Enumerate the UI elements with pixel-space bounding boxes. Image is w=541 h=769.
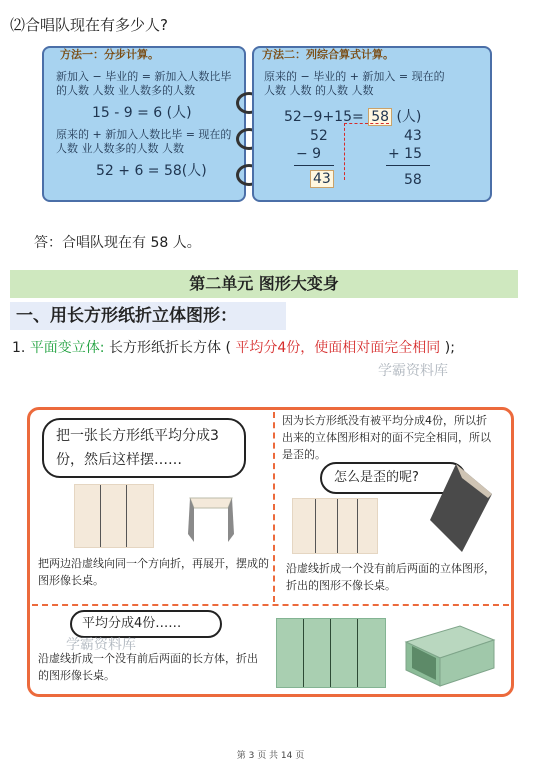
folding-panel (27, 407, 514, 697)
paper-unequal (292, 498, 378, 554)
add-bottom: + 15 (388, 146, 422, 162)
fold-line (100, 485, 101, 547)
fold-line (357, 499, 358, 553)
question-title: ⑵合唱队现在有多少人? (10, 16, 168, 34)
method2-page (252, 46, 492, 202)
table-shape-icon (180, 480, 242, 550)
sub-result: 43 (310, 170, 334, 188)
add-line (386, 165, 430, 166)
fold-line (330, 619, 331, 687)
add-top: 43 (404, 128, 422, 144)
point-number: 1. (12, 340, 26, 356)
knowledge-point (12, 337, 532, 359)
green-paper-4-parts (276, 618, 386, 688)
explanation: 因为长方形纸没有被平均分成4份，所以折出来的立体图形相对的面不完全相同，所以是歪的。 (282, 414, 491, 461)
carry-arrow (344, 123, 389, 180)
method2-line1b: 人数 人数 的人数 人数 (264, 84, 374, 97)
point-tail: ); (444, 340, 455, 356)
answer-text: 答：合唱队现在有 58 人。 (34, 235, 201, 251)
cuboid-tube-icon (400, 618, 500, 690)
point-highlight: 平均分4份，使面相对面完全相同 (235, 340, 441, 356)
point-paren-open: ( (225, 340, 231, 356)
equation-left: 52−9+15= (284, 109, 364, 125)
point-text: 长方形纸折长方体 (108, 340, 221, 356)
thought-bubble-2: 怎么是歪的呢? (320, 462, 466, 494)
paper-3-parts (74, 484, 154, 548)
watermark: 学霸资料库 (378, 363, 448, 379)
add-result: 58 (404, 172, 422, 188)
fold-line (126, 485, 127, 547)
panel-divider-horizontal (32, 604, 509, 606)
thought-bubble-1: 把一张长方形纸平均分成3份，然后这样摆…… (42, 418, 246, 478)
equation-unit: (人) (396, 109, 422, 125)
slanted-box-icon (426, 460, 498, 556)
method1-page (42, 46, 246, 202)
thought-bubble-3: 平均分成4份…… (70, 610, 222, 638)
method1-calc1: 15 - 9 = 6 (人) (92, 105, 192, 121)
method1-line2a: 原来的 + 新加入人数比毕 = 现在的 (56, 128, 232, 141)
note-slanted: 沿虚线折成一个没有前后两面的立体图形，折出的图形不像长桌。 (286, 562, 495, 592)
method1-line1a: 新加入 − 毕业的 = 新加入人数比毕 (56, 70, 232, 83)
unit-heading: 第二单元 图形大变身 (10, 270, 518, 298)
page-footer: 第 3 页 共 14 页 (236, 751, 305, 761)
method1-line2b: 人数 业人数多的人数 人数 (56, 142, 184, 155)
sub-line (294, 165, 334, 166)
method1-line1b: 的人数 人数 业人数多的人数 (56, 84, 195, 97)
fold-line (337, 499, 338, 553)
section-heading: 一、用长方形纸折立体图形： (10, 302, 286, 330)
note-3-parts: 把两边沿虚线向同一个方向折，再展开，摆成的图形像长桌。 (38, 557, 269, 587)
fold-line (357, 619, 358, 687)
method2-line1a: 原来的 − 毕业的 + 新加入 = 现在的 (264, 70, 445, 83)
watermark: 学霸资料库 (66, 637, 136, 653)
method2-title: 方法二：列综合算式计算。 (262, 48, 394, 61)
fold-line (303, 619, 304, 687)
note-4-parts: 沿虚线折成一个没有前后两面的长方体，折出的图形像长桌。 (38, 652, 258, 682)
equation-result: 58 (368, 108, 392, 126)
fold-line (315, 499, 316, 553)
panel-divider-vertical (273, 412, 275, 602)
method1-calc2: 52 + 6 = 58(人) (96, 163, 207, 179)
sub-result-wrap (310, 170, 334, 188)
notebook-illustration (42, 46, 492, 198)
point-keyword: 平面变立体: (29, 340, 105, 356)
sub-top: 52 (310, 128, 328, 144)
sub-bottom: − 9 (296, 146, 322, 162)
method1-title: 方法一：分步计算。 (60, 48, 159, 61)
